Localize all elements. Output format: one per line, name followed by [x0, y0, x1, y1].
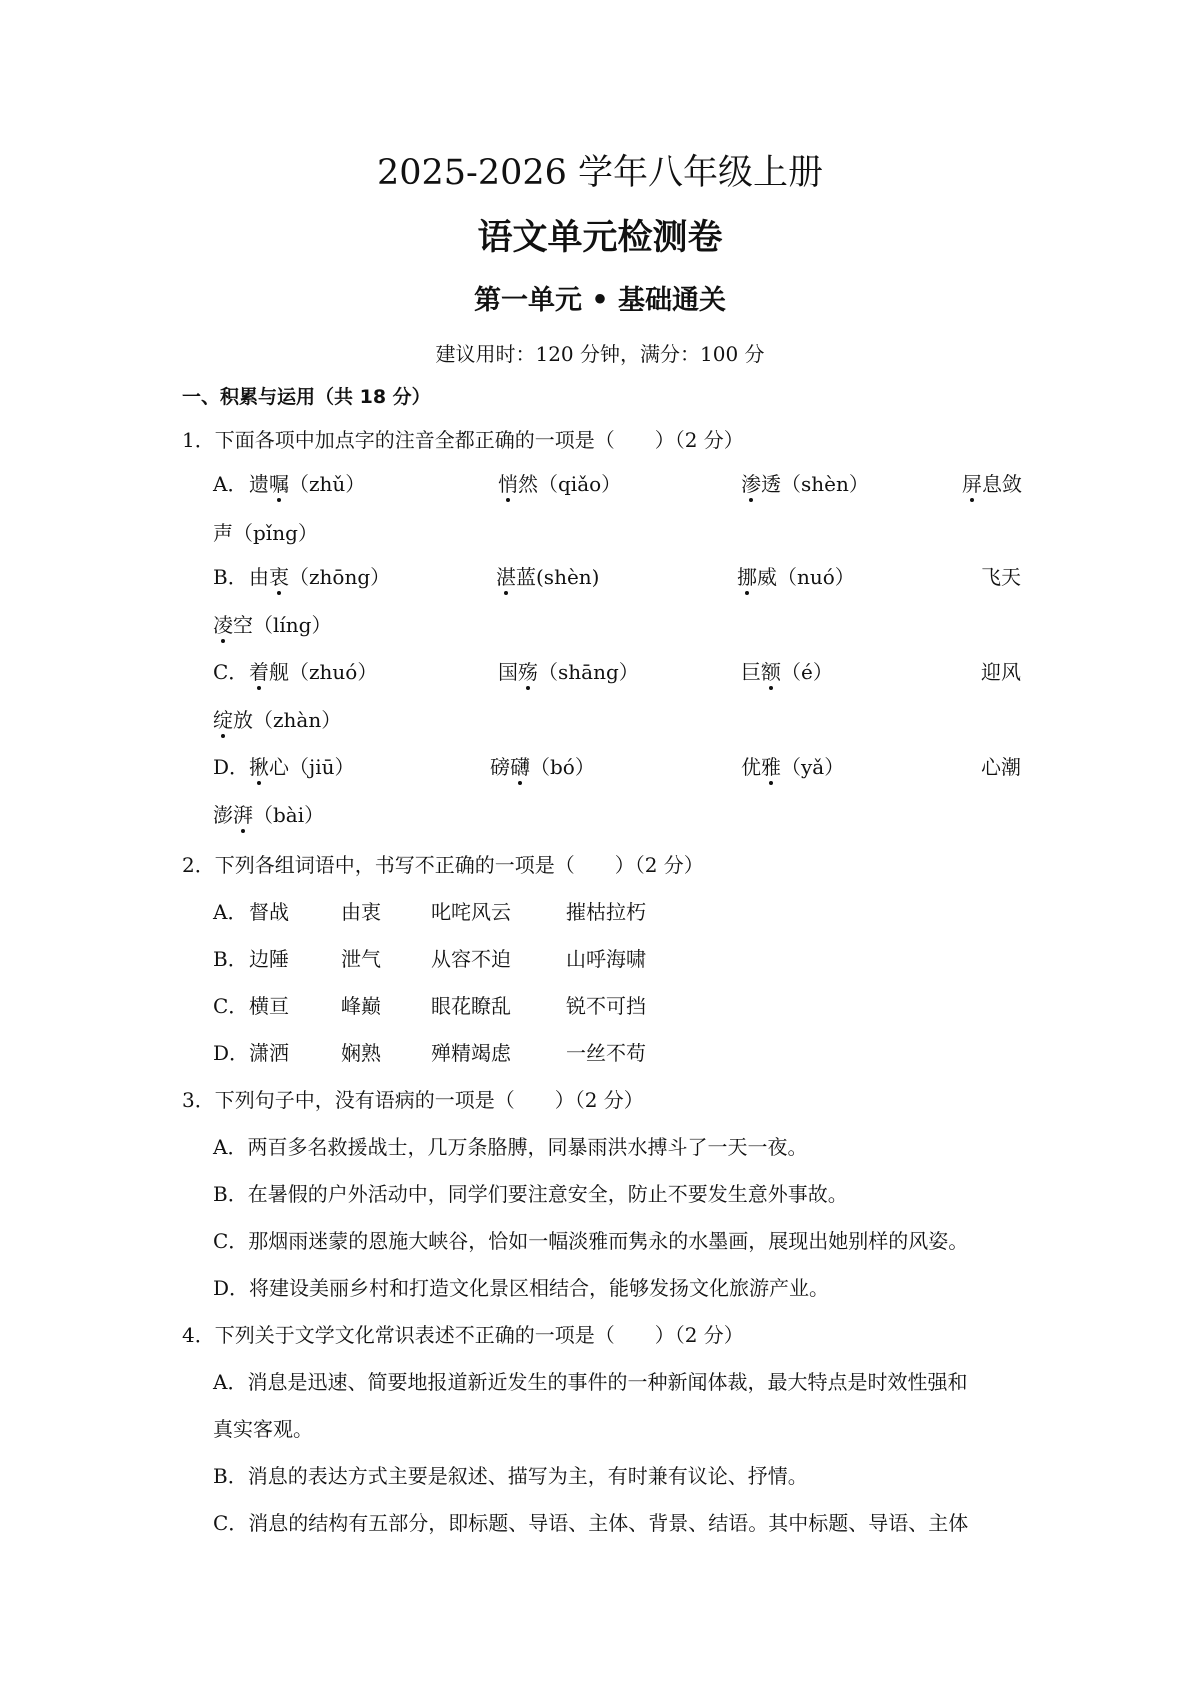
q1-a-item-2: 悄然（qiǎo） — [498, 472, 622, 496]
q3-stem: 3．下列句子中，没有语病的一项是（ ）（2 分） — [182, 1088, 644, 1112]
q2-a-word-3: 叱咤风云 — [431, 900, 511, 924]
q2-d-word-3: 殚精竭虑 — [431, 1041, 511, 1065]
q1-c-item-2: 国殇（shāng） — [498, 660, 639, 684]
q1-c-item-4: 迎风 — [981, 660, 1021, 684]
q2-c-word-3: 眼花瞭乱 — [431, 994, 511, 1018]
q1-b-item-4: 飞天 — [981, 565, 1021, 589]
q2-b-word-2: 泄气 — [341, 947, 381, 971]
emphasis-dot-char: 凌 — [213, 613, 233, 637]
emphasis-dot-char: 衷 — [269, 565, 289, 589]
q2-d-word-1: 潇洒 — [249, 1041, 289, 1065]
q2-d-word-4: 一丝不苟 — [566, 1041, 646, 1065]
emphasis-dot-char: 湛 — [496, 565, 516, 589]
q2-a-word-2: 由衷 — [341, 900, 381, 924]
emphasis-dot-char: 绽 — [213, 708, 233, 732]
q2-c-word-4: 锐不可挡 — [566, 994, 646, 1018]
title-line-1: 2025-2026 学年八年级上册 — [376, 153, 824, 193]
q1-option-c-label: C． — [213, 660, 249, 684]
q2-b-word-3: 从容不迫 — [431, 947, 511, 971]
q1-d-item-2: 磅礴（bó） — [490, 755, 595, 779]
emphasis-dot-char: 额 — [761, 660, 781, 684]
q1-b-wrap: 凌空（líng） — [213, 613, 332, 637]
q2-option-c-label: C． — [213, 994, 249, 1018]
q3-option-c: C．那烟雨迷蒙的恩施大峡谷，恰如一幅淡雅而隽永的水墨画，展现出她别样的风姿。 — [213, 1229, 969, 1253]
q3-option-b: B．在暑假的户外活动中，同学们要注意安全，防止不要发生意外事故。 — [213, 1182, 848, 1206]
q2-option-a-label: A． — [213, 900, 248, 924]
q1-d-item-4: 心潮 — [981, 755, 1021, 779]
q1-c-wrap: 绽放（zhàn） — [213, 708, 342, 732]
q2-option-d-label: D． — [213, 1041, 250, 1065]
q4-option-c: C．消息的结构有五部分，即标题、导语、主体、背景、结语。其中标题、导语、主体 — [213, 1511, 969, 1535]
section-1-title: 一、积累与运用（共 18 分） — [182, 386, 431, 408]
q1-stem: 1．下面各项中加点字的注音全都正确的一项是（ ）（2 分） — [182, 428, 744, 452]
q1-a-item-3: 渗透（shèn） — [741, 472, 869, 496]
emphasis-dot-char: 悄 — [498, 472, 518, 496]
title-line-2: 语文单元检测卷 — [477, 217, 723, 258]
q4-stem: 4．下列关于文学文化常识表述不正确的一项是（ ）（2 分） — [182, 1323, 744, 1347]
emphasis-dot-char: 嘱 — [269, 472, 289, 496]
q1-d-item-3: 优雅（yǎ） — [741, 755, 845, 779]
q1-a-item-1: 遗嘱（zhǔ） — [249, 472, 366, 496]
emphasis-dot-char: 揪 — [249, 755, 269, 779]
q2-c-word-2: 峰巅 — [341, 994, 381, 1018]
q1-d-wrap: 澎湃（bài） — [213, 803, 325, 827]
q3-option-a: A．两百多名救援战士，几万条胳膊，同暴雨洪水搏斗了一天一夜。 — [213, 1135, 808, 1159]
q1-a-wrap: 声（pǐng） — [213, 521, 318, 545]
q1-option-d-label: D． — [213, 755, 250, 779]
unit-subtitle: 第一单元 • 基础通关 — [473, 285, 727, 316]
emphasis-dot-char: 渗 — [741, 472, 761, 496]
q3-option-d: D．将建设美丽乡村和打造文化景区相结合，能够发扬文化旅游产业。 — [213, 1276, 830, 1300]
q2-c-word-1: 横亘 — [249, 994, 289, 1018]
q1-a-item-4: 屏息敛 — [962, 472, 1022, 496]
time-score-info: 建议用时：120 分钟，满分：100 分 — [435, 342, 765, 366]
q2-a-word-1: 督战 — [249, 900, 289, 924]
q2-b-word-1: 边陲 — [249, 947, 289, 971]
q1-b-item-2: 湛蓝(shèn) — [496, 565, 600, 589]
q2-stem: 2．下列各组词语中，书写不正确的一项是（ ）（2 分） — [182, 853, 704, 877]
q1-c-item-1: 着舰（zhuó） — [249, 660, 378, 684]
q4-option-a-line-1: A．消息是迅速、简要地报道新近发生的事件的一种新闻体裁，最大特点是时效性强和 — [213, 1370, 968, 1394]
q2-option-b-label: B． — [213, 947, 248, 971]
emphasis-dot-char: 礴 — [510, 755, 530, 779]
emphasis-dot-char: 挪 — [737, 565, 757, 589]
q2-a-word-4: 摧枯拉朽 — [566, 900, 646, 924]
q1-option-b-label: B． — [213, 565, 248, 589]
emphasis-dot-char: 殇 — [518, 660, 538, 684]
emphasis-dot-char: 雅 — [761, 755, 781, 779]
q1-b-item-3: 挪威（nuó） — [737, 565, 855, 589]
q1-b-item-1: 由衷（zhōng） — [249, 565, 391, 589]
q4-option-a-line-2: 真实客观。 — [213, 1417, 313, 1441]
q1-c-item-3: 巨额（é） — [741, 660, 833, 684]
q2-b-word-4: 山呼海啸 — [566, 947, 646, 971]
emphasis-dot-char: 着 — [249, 660, 269, 684]
emphasis-dot-char: 屏 — [962, 472, 982, 496]
q1-d-item-1: 揪心（jiū） — [249, 755, 355, 779]
q2-d-word-2: 娴熟 — [341, 1041, 381, 1065]
emphasis-dot-char: 湃 — [233, 803, 253, 827]
q1-option-a-label: A． — [213, 472, 248, 496]
q4-option-b: B．消息的表达方式主要是叙述、描写为主，有时兼有议论、抒情。 — [213, 1464, 808, 1488]
